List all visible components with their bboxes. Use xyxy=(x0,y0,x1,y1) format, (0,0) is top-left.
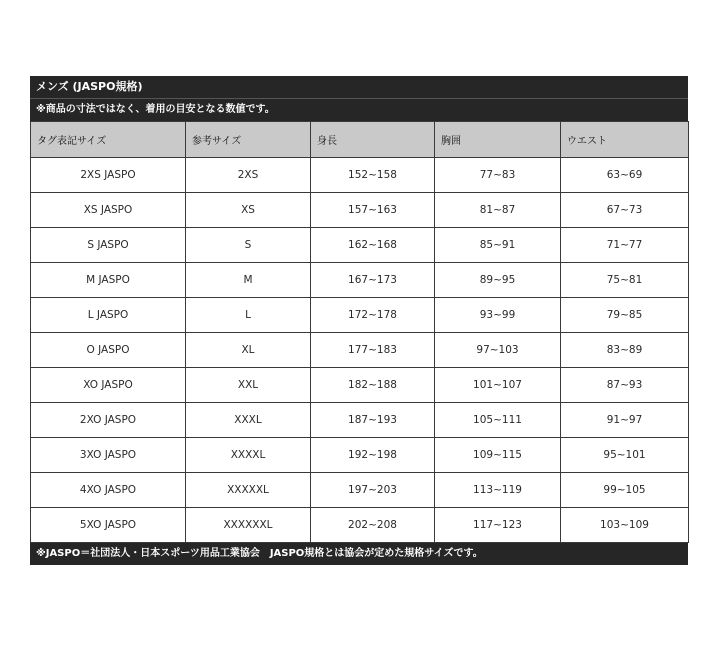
chart-title: メンズ (JASPO規格) xyxy=(30,76,688,99)
waist-cell: 67~73 xyxy=(561,193,689,228)
tag-size-cell: 2XO JASPO xyxy=(31,403,186,438)
tag-size-cell: 4XO JASPO xyxy=(31,473,186,508)
tag-size-cell: S JASPO xyxy=(31,228,186,263)
table-row xyxy=(31,228,689,263)
tag-size-cell: 5XO JASPO xyxy=(31,508,186,543)
table-row xyxy=(31,298,689,333)
reference-size-cell: M xyxy=(186,263,311,298)
header-tag-size: タグ表記サイズ xyxy=(31,122,186,158)
height-cell: 202~208 xyxy=(311,508,435,543)
reference-size-cell: L xyxy=(186,298,311,333)
waist-cell: 63~69 xyxy=(561,158,689,193)
table-row xyxy=(31,333,689,368)
size-chart xyxy=(30,76,688,565)
waist-cell: 79~85 xyxy=(561,298,689,333)
height-cell: 162~168 xyxy=(311,228,435,263)
chest-cell: 81~87 xyxy=(435,193,561,228)
table-row xyxy=(31,508,689,543)
chest-cell: 113~119 xyxy=(435,473,561,508)
waist-cell: 75~81 xyxy=(561,263,689,298)
reference-size-cell: S xyxy=(186,228,311,263)
header-chest: 胸囲 xyxy=(435,122,561,158)
height-cell: 187~193 xyxy=(311,403,435,438)
height-cell: 152~158 xyxy=(311,158,435,193)
table-row xyxy=(31,403,689,438)
waist-cell: 71~77 xyxy=(561,228,689,263)
reference-size-cell: XXXXXXL xyxy=(186,508,311,543)
chest-cell: 109~115 xyxy=(435,438,561,473)
chest-cell: 97~103 xyxy=(435,333,561,368)
waist-cell: 103~109 xyxy=(561,508,689,543)
tag-size-cell: M JASPO xyxy=(31,263,186,298)
table-row xyxy=(31,263,689,298)
table-header-row xyxy=(31,122,689,158)
reference-size-cell: XXXL xyxy=(186,403,311,438)
reference-size-cell: XL xyxy=(186,333,311,368)
chest-cell: 93~99 xyxy=(435,298,561,333)
waist-cell: 99~105 xyxy=(561,473,689,508)
reference-size-cell: XS xyxy=(186,193,311,228)
height-cell: 157~163 xyxy=(311,193,435,228)
waist-cell: 91~97 xyxy=(561,403,689,438)
height-cell: 172~178 xyxy=(311,298,435,333)
table-row xyxy=(31,193,689,228)
tag-size-cell: 2XS JASPO xyxy=(31,158,186,193)
table-row xyxy=(31,473,689,508)
height-cell: 192~198 xyxy=(311,438,435,473)
table-row xyxy=(31,158,689,193)
height-cell: 197~203 xyxy=(311,473,435,508)
chest-cell: 77~83 xyxy=(435,158,561,193)
chest-cell: 85~91 xyxy=(435,228,561,263)
header-reference-size: 参考サイズ xyxy=(186,122,311,158)
header-waist: ウエスト xyxy=(561,122,689,158)
chest-cell: 105~111 xyxy=(435,403,561,438)
reference-size-cell: XXXXL xyxy=(186,438,311,473)
waist-cell: 83~89 xyxy=(561,333,689,368)
chest-cell: 117~123 xyxy=(435,508,561,543)
waist-cell: 87~93 xyxy=(561,368,689,403)
height-cell: 182~188 xyxy=(311,368,435,403)
chest-cell: 101~107 xyxy=(435,368,561,403)
chart-note: ※商品の寸法ではなく、着用の目安となる数値です。 xyxy=(30,99,688,121)
waist-cell: 95~101 xyxy=(561,438,689,473)
size-table xyxy=(30,121,689,543)
height-cell: 167~173 xyxy=(311,263,435,298)
reference-size-cell: XXL xyxy=(186,368,311,403)
tag-size-cell: 3XO JASPO xyxy=(31,438,186,473)
reference-size-cell: 2XS xyxy=(186,158,311,193)
chart-footer-note: ※JASPO＝社団法人・日本スポーツ用品工業協会 JASPO規格とは協会が定めた規格サイズです。 xyxy=(30,543,688,565)
table-row xyxy=(31,438,689,473)
tag-size-cell: XS JASPO xyxy=(31,193,186,228)
chest-cell: 89~95 xyxy=(435,263,561,298)
height-cell: 177~183 xyxy=(311,333,435,368)
tag-size-cell: L JASPO xyxy=(31,298,186,333)
reference-size-cell: XXXXXL xyxy=(186,473,311,508)
tag-size-cell: XO JASPO xyxy=(31,368,186,403)
tag-size-cell: O JASPO xyxy=(31,333,186,368)
header-height: 身長 xyxy=(311,122,435,158)
table-row xyxy=(31,368,689,403)
